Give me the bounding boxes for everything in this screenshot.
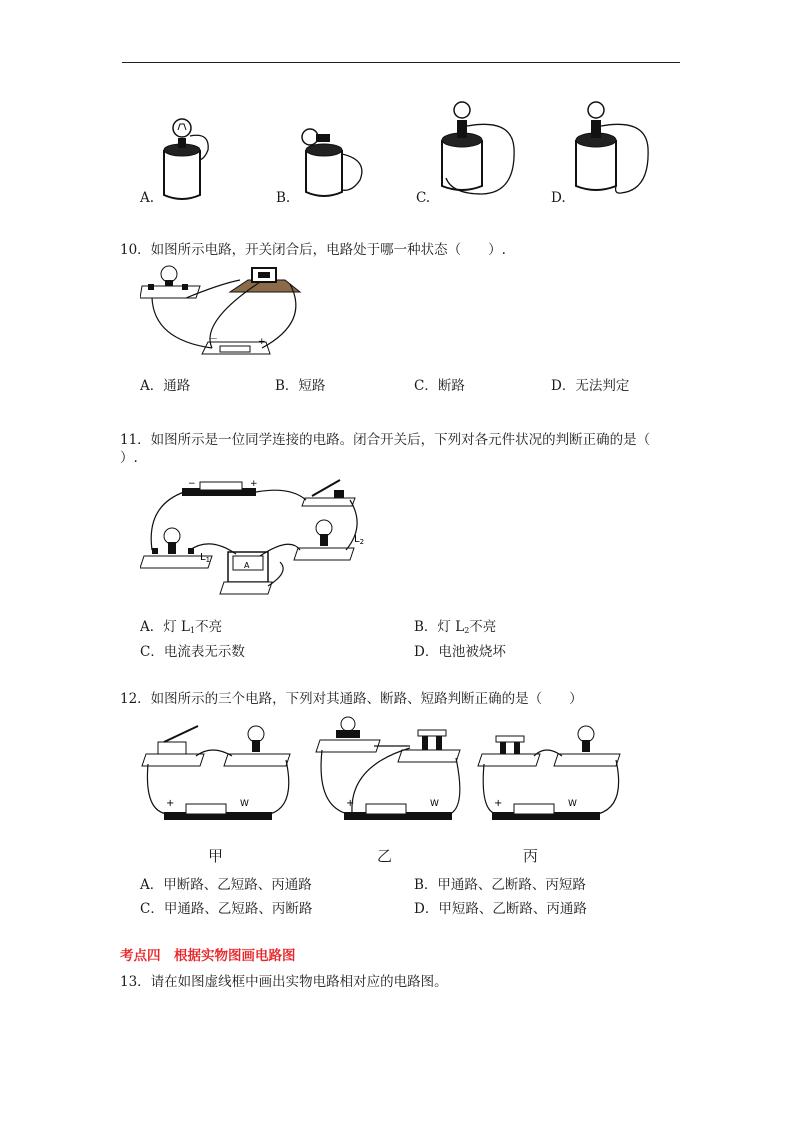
q11-circuit-figure [140,476,380,606]
q10-circuit-figure [140,262,330,367]
q12-caption-yi: 乙 [377,847,393,865]
q11-ammeter-label: A [244,561,250,570]
svg-text:+: + [166,798,175,809]
q9-option-d[interactable]: D. [551,190,566,206]
header-rule [122,62,680,63]
svg-text:W: W [568,799,577,809]
section-title: 考点四 根据实物图画电路图 [120,948,296,964]
q12-caption-jia: 甲 [208,847,224,865]
q10-option-b[interactable]: B．短路 [275,378,326,394]
q11-label-l1-sub: 1 [205,556,211,564]
q11-option-c[interactable]: C．电流表无示数 [140,644,245,660]
q10-battery-plus: + [258,337,266,347]
q9-figure-c [432,98,522,203]
q11-text-continued: ）. [120,450,138,466]
svg-text:L2 [354,534,364,546]
svg-text:−: − [188,479,196,489]
q10-option-a[interactable]: A．通路 [140,378,191,394]
q12-option-b[interactable]: B．甲通路、乙断路、丙短路 [414,877,586,893]
q12-circuit-yi [310,716,470,826]
svg-text:+: + [250,479,258,489]
q12-text: 12．如图所示的三个电路，下列对其通路、断路、短路判断正确的是（ ） [120,691,583,707]
q11-label-l2-sub: 2 [359,538,365,546]
q11-option-a[interactable]: A．灯 $L_1$不亮 [140,619,223,635]
q10-battery-minus: － [208,334,218,345]
q9-option-a[interactable]: A. [140,190,155,206]
q11-option-d[interactable]: D．电池被烧坏 [414,644,506,660]
q9-option-b[interactable]: B. [276,190,291,206]
svg-text:+: + [346,798,355,809]
q9-option-c[interactable]: C. [416,190,431,206]
q10-option-c[interactable]: C．断路 [414,378,465,394]
q11-label-l2: L [354,534,360,545]
q12-option-d[interactable]: D．甲短路、乙断路、丙通路 [414,901,587,917]
q9-figure-a [150,110,230,205]
q12-option-c[interactable]: C．甲通路、乙短路、丙断路 [140,901,313,917]
q11-label-l1: L [200,552,206,563]
svg-text:L1 [200,552,210,564]
q9-figure-d [566,98,656,203]
q12-option-a[interactable]: A．甲断路、乙短路、丙通路 [140,877,312,893]
svg-text:W: W [240,799,249,809]
q12-caption-bing: 丙 [523,847,539,865]
q13-text: 13．请在如图虚线框中画出实物电路相对应的电路图。 [120,974,448,990]
q12-circuit-jia [140,716,300,826]
svg-text:+: + [494,798,503,809]
q9-figure-b [290,120,370,205]
q11-text: 11．如图所示是一位同学连接的电路。闭合开关后，下列对各元件状况的判断正确的是（ [120,432,651,448]
svg-text:W: W [430,799,439,809]
q10-option-d[interactable]: D．无法判定 [551,378,630,394]
q10-text: 10．如图所示电路，开关闭合后，电路处于哪一种状态（ ）. [120,242,506,258]
q12-circuit-bing [474,716,634,826]
q11-option-b[interactable]: B．灯 $L_2$不亮 [414,619,497,635]
